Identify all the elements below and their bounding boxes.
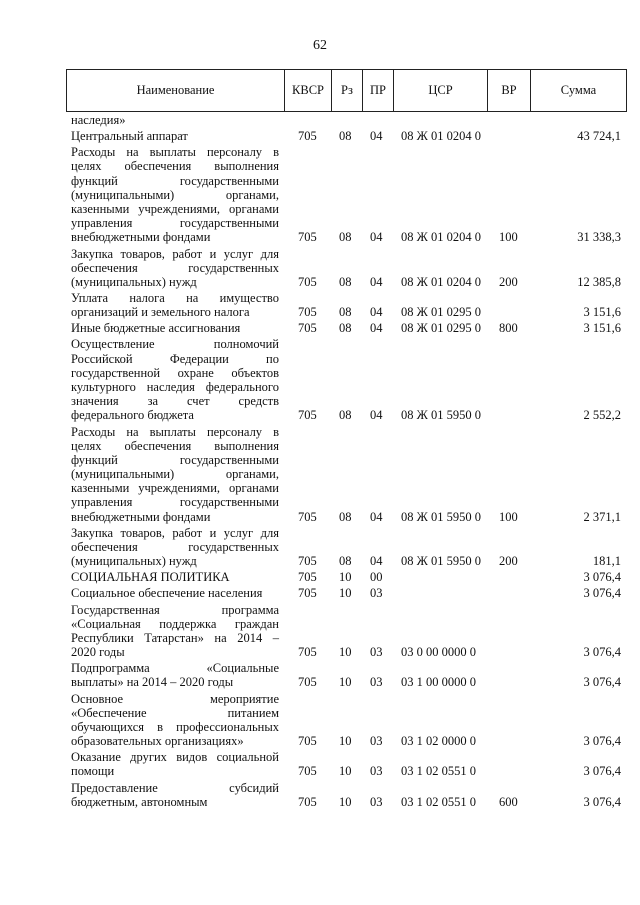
cell-rz: 10	[339, 734, 352, 749]
cell-kvsr: 705	[298, 764, 317, 779]
cell-pr: 04	[370, 274, 383, 289]
row-name	[71, 425, 279, 524]
row-name-line: обеспечения государственных	[71, 260, 279, 275]
row-name	[71, 291, 279, 319]
row-name-line: бюджетным, автономным	[71, 794, 208, 809]
row-name-line: функций государственными	[71, 173, 279, 188]
table-row	[0, 603, 640, 660]
cell-rz: 08	[339, 408, 352, 423]
cell-csr: 08 Ж 01 0295 0	[401, 321, 481, 336]
table-row	[0, 247, 640, 290]
cell-pr: 04	[370, 554, 383, 569]
header-pr: ПР	[363, 70, 394, 111]
row-name-line: Осуществление полномочий	[71, 337, 279, 352]
row-name-line: Подпрограмма «Социальные	[71, 661, 279, 676]
row-name-line: наследия»	[71, 113, 126, 127]
cell-sum: 2 552,2	[583, 408, 621, 423]
cell-vr: 200	[499, 554, 518, 569]
row-name	[71, 113, 279, 127]
cell-pr: 04	[370, 230, 383, 245]
cell-kvsr: 705	[298, 794, 317, 809]
cell-kvsr: 705	[298, 230, 317, 245]
row-name	[71, 321, 279, 335]
row-name	[71, 781, 279, 809]
cell-sum: 3 076,4	[583, 586, 621, 601]
row-name	[71, 526, 279, 569]
cell-rz: 10	[339, 764, 352, 779]
cell-rz: 08	[339, 274, 352, 289]
table-row	[0, 750, 640, 778]
row-name	[71, 661, 279, 689]
cell-sum: 3 076,4	[583, 675, 621, 690]
cell-csr: 03 1 02 0551 0	[401, 794, 476, 809]
page-number: 62	[313, 38, 327, 53]
header-name: Наименование	[67, 70, 285, 111]
row-name-line: значения за счет средств	[71, 394, 279, 409]
cell-vr: 600	[499, 794, 518, 809]
row-name-line: помощи	[71, 764, 115, 779]
row-name-line: Расходы на выплаты персоналу в	[71, 424, 279, 439]
row-name-line: организаций и земельного налога	[71, 305, 250, 320]
cell-rz: 10	[339, 794, 352, 809]
row-name-line: Закупка товаров, работ и услуг для	[71, 525, 279, 540]
row-name-line: государственной охране объектов	[71, 365, 279, 380]
cell-kvsr: 705	[298, 586, 317, 601]
row-name	[71, 337, 279, 422]
row-name-line: внебюджетными фондами	[71, 509, 211, 524]
cell-rz: 10	[339, 675, 352, 690]
row-name	[71, 750, 279, 778]
row-name-line: (муниципальными) органами,	[71, 187, 279, 202]
cell-sum: 181,1	[592, 554, 621, 569]
cell-csr: 08 Ж 01 0204 0	[401, 129, 481, 144]
row-name-line: культурного наследия федерального	[71, 379, 279, 394]
cell-kvsr: 705	[298, 570, 317, 585]
row-name-line: Центральный аппарат	[71, 129, 188, 144]
table-row	[0, 425, 640, 524]
cell-vr: 100	[499, 509, 518, 524]
row-name-line: управления государственными	[71, 495, 279, 510]
cell-kvsr: 705	[298, 734, 317, 749]
row-name-line: Государственная программа	[71, 602, 279, 617]
cell-csr: 03 1 00 0000 0	[401, 675, 476, 690]
row-name-line: казенными учреждениями, органами	[71, 201, 279, 216]
cell-kvsr: 705	[298, 274, 317, 289]
cell-csr: 08 Ж 01 0295 0	[401, 305, 481, 320]
cell-rz: 08	[339, 305, 352, 320]
row-name-line: функций государственными	[71, 452, 279, 467]
cell-kvsr: 705	[298, 554, 317, 569]
row-name-line: обеспечения государственных	[71, 539, 279, 554]
header-sum: Сумма	[560, 83, 597, 97]
row-name-line: СОЦИАЛЬНАЯ ПОЛИТИКА	[71, 570, 230, 585]
cell-sum: 31 338,3	[577, 230, 621, 245]
header-rz: Рз	[332, 70, 363, 111]
cell-kvsr: 705	[298, 675, 317, 690]
row-name-line: Закупка товаров, работ и услуг для	[71, 246, 279, 261]
cell-pr: 04	[370, 509, 383, 524]
cell-sum: 3 151,6	[583, 321, 621, 336]
row-name	[71, 692, 279, 749]
cell-kvsr: 705	[298, 321, 317, 336]
cell-kvsr: 705	[298, 509, 317, 524]
cell-pr: 03	[370, 794, 383, 809]
cell-rz: 10	[339, 645, 352, 660]
row-name-line: Предоставление субсидий	[71, 780, 279, 795]
row-name-line: 2020 годы	[71, 645, 125, 660]
row-name-line: управления государственными	[71, 216, 279, 231]
row-name	[71, 586, 279, 600]
cell-kvsr: 705	[298, 305, 317, 320]
cell-pr: 04	[370, 129, 383, 144]
cell-pr: 03	[370, 586, 383, 601]
cell-rz: 08	[339, 321, 352, 336]
cell-csr: 03 0 00 0000 0	[401, 645, 476, 660]
cell-sum: 43 724,1	[577, 129, 621, 144]
cell-pr: 04	[370, 321, 383, 336]
cell-sum: 3 076,4	[583, 794, 621, 809]
row-name-line: «Социальная поддержка граждан	[71, 616, 279, 631]
table-row	[0, 692, 640, 749]
table-row	[0, 526, 640, 569]
cell-csr: 08 Ж 01 5950 0	[401, 408, 481, 423]
row-name-line: Оказание других видов социальной	[71, 750, 279, 765]
row-name-line: целях обеспечения выполнения	[71, 159, 279, 174]
cell-rz: 08	[339, 129, 352, 144]
row-name-line: образовательных организациях»	[71, 734, 244, 749]
row-name	[71, 570, 279, 584]
table-row	[0, 661, 640, 689]
row-name-line: выплаты» на 2014 – 2020 годы	[71, 675, 234, 690]
row-name	[71, 129, 279, 143]
table-row	[0, 586, 640, 600]
cell-pr: 04	[370, 305, 383, 320]
row-name	[71, 603, 279, 660]
row-name-line: Уплата налога на имущество	[71, 291, 279, 305]
cell-vr: 200	[499, 274, 518, 289]
cell-kvsr: 705	[298, 645, 317, 660]
row-name-line: Иные бюджетные ассигнования	[71, 321, 241, 336]
row-name-line: (муниципальными) органами,	[71, 467, 279, 482]
cell-kvsr: 705	[298, 129, 317, 144]
row-name-line: Расходы на выплаты персоналу в	[71, 145, 279, 160]
cell-kvsr: 705	[298, 408, 317, 423]
cell-pr: 03	[370, 645, 383, 660]
row-name-line: «Обеспечение питанием	[71, 705, 279, 720]
row-name-line: казенными учреждениями, органами	[71, 481, 279, 496]
row-name-line: Республики Татарстан» на 2014 –	[71, 630, 279, 645]
cell-sum: 12 385,8	[577, 274, 621, 289]
table-row	[0, 337, 640, 422]
cell-pr: 03	[370, 675, 383, 690]
row-name-line: (муниципальных) нужд	[71, 554, 197, 569]
row-name-line: Основное мероприятие	[71, 691, 279, 706]
table-header	[66, 69, 627, 112]
cell-rz: 10	[339, 586, 352, 601]
row-name-line: (муниципальных) нужд	[71, 274, 197, 289]
cell-pr: 03	[370, 734, 383, 749]
cell-sum: 3 076,4	[583, 734, 621, 749]
table-row	[0, 291, 640, 319]
cell-csr: 08 Ж 01 5950 0	[401, 554, 481, 569]
cell-csr: 03 1 02 0000 0	[401, 734, 476, 749]
cell-sum: 2 371,1	[583, 509, 621, 524]
header-kvsr: КВСР	[285, 70, 332, 111]
row-name-line: внебюджетными фондами	[71, 230, 211, 245]
cell-pr: 03	[370, 764, 383, 779]
table-row	[0, 781, 640, 809]
table-row	[0, 129, 640, 143]
cell-csr: 08 Ж 01 0204 0	[401, 274, 481, 289]
row-name	[71, 145, 279, 244]
row-name	[71, 247, 279, 290]
row-name-line: федерального бюджета	[71, 408, 194, 423]
cell-sum: 3 076,4	[583, 645, 621, 660]
row-name-line: целях обеспечения выполнения	[71, 438, 279, 453]
cell-vr: 800	[499, 321, 518, 336]
cell-sum: 3 076,4	[583, 570, 621, 585]
cell-rz: 08	[339, 554, 352, 569]
table-row	[0, 570, 640, 584]
cell-rz: 10	[339, 570, 352, 585]
cell-pr: 04	[370, 408, 383, 423]
row-name-line: Российской Федерации по	[71, 351, 279, 366]
header-vr: ВР	[488, 70, 531, 111]
cell-csr: 03 1 02 0551 0	[401, 764, 476, 779]
cell-rz: 08	[339, 509, 352, 524]
table-row	[0, 321, 640, 335]
cell-sum: 3 076,4	[583, 764, 621, 779]
table-row	[0, 145, 640, 244]
cell-pr: 00	[370, 570, 383, 585]
row-name-line: Социальное обеспечение населения	[71, 586, 263, 601]
cell-csr: 08 Ж 01 5950 0	[401, 509, 481, 524]
cell-csr: 08 Ж 01 0204 0	[401, 230, 481, 245]
row-name-line: обучающихся в профессиональных	[71, 719, 279, 734]
header-csr: ЦСР	[394, 70, 488, 111]
cell-rz: 08	[339, 230, 352, 245]
cell-sum: 3 151,6	[583, 305, 621, 320]
table-row	[0, 113, 640, 127]
cell-vr: 100	[499, 230, 518, 245]
